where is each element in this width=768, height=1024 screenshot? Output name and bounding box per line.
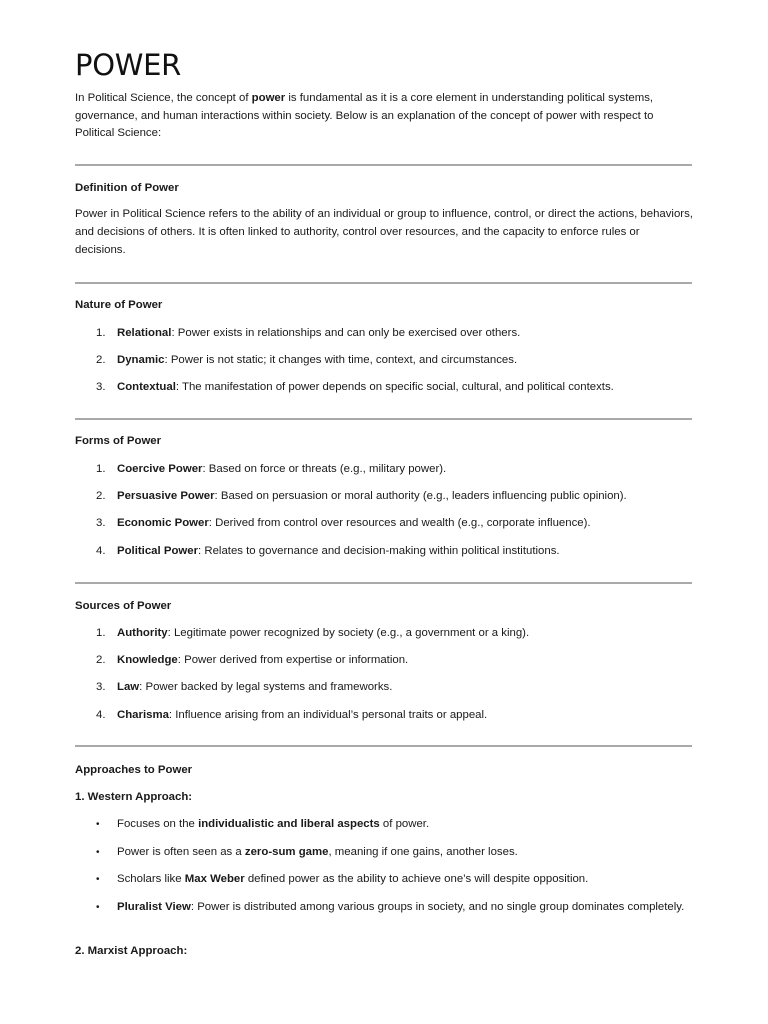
list-number: 3.	[96, 381, 106, 393]
forms-heading: Forms of Power	[75, 435, 162, 447]
bullet-text-bold: Pluralist View	[117, 901, 191, 913]
list-item	[75, 488, 693, 505]
list-item-desc: : Legitimate power recognized by society (e.g., a government or a king).	[167, 627, 530, 639]
list-item-desc: : Relates to governance and decision-making within political institutions.	[198, 545, 560, 557]
bullet-icon: •	[96, 847, 100, 858]
definition-paragraph: Power in Political Science refers to the ability of an individual or group to influence, control, or direct the actions, behaviors, and decisions of others. It is often linked to authority, control over resources, and the capacity to enforce rules or decisions.	[75, 208, 693, 256]
list-item	[75, 625, 693, 642]
list-item-desc: : Influence arising from an individual’s personal traits or appeal.	[168, 709, 488, 721]
bullet-text-bold: individualistic and liberal aspects	[198, 818, 380, 830]
list-item	[75, 325, 693, 342]
list-item-text	[117, 325, 693, 342]
list-number: 3.	[96, 681, 106, 693]
list-number: 2.	[96, 490, 106, 502]
bullet-text-before: Scholars like	[117, 873, 185, 885]
bullet-text-after: : Power is distributed among various groups in society, and no single group dominates completely.	[190, 901, 685, 913]
intro-text-after: is fundamental as it is a core element in understanding political systems, governance, and human interactions within society. Below is an explanation of the concept of power with respect to Political Science:	[75, 92, 654, 140]
list-item	[75, 461, 693, 478]
bullet-text-after: defined power as the ability to achieve one’s will despite opposition.	[244, 873, 589, 885]
bullet-text-bold: zero-sum game	[244, 846, 329, 858]
section-divider	[75, 418, 692, 420]
list-number: 4.	[96, 545, 106, 557]
list-item-term: Coercive Power	[117, 463, 203, 475]
list-item-text	[117, 543, 693, 560]
list-item-term: Law	[117, 681, 140, 693]
list-item-term: Contextual	[117, 381, 176, 393]
list-item-text	[117, 515, 693, 532]
bullet-item	[75, 844, 693, 861]
list-item-text	[117, 652, 693, 669]
bullet-text	[117, 844, 693, 861]
intro-text-before: In Political Science, the concept of	[75, 92, 252, 104]
list-item-desc: : Based on persuasion or moral authority (e.g., leaders influencing public opinion).	[214, 490, 627, 502]
intro-text-bold: power	[251, 92, 286, 104]
list-item-text	[117, 488, 693, 505]
page-title: POWER	[75, 48, 181, 82]
list-item	[75, 515, 693, 532]
bullet-text	[117, 816, 693, 833]
list-item-term: Relational	[117, 327, 172, 339]
bullet-text-bold: Max Weber	[184, 873, 245, 885]
bullet-text-after: , meaning if one gains, another loses.	[328, 846, 518, 858]
list-item-term: Political Power	[117, 545, 199, 557]
list-number: 1.	[96, 327, 106, 339]
bullet-icon: •	[96, 874, 100, 885]
list-item-text	[117, 707, 693, 724]
approaches-heading: Approaches to Power	[75, 764, 193, 776]
list-item-desc: : Based on force or threats (e.g., military power).	[202, 463, 447, 475]
list-item-desc: : Power exists in relationships and can only be exercised over others.	[171, 327, 521, 339]
nature-heading: Nature of Power	[75, 299, 163, 311]
list-item-text	[117, 679, 693, 696]
section-divider	[75, 582, 692, 584]
list-item-term: Persuasive Power	[117, 490, 215, 502]
list-item-term: Authority	[117, 627, 168, 639]
list-item-desc: : The manifestation of power depends on specific social, cultural, and political contexts.	[175, 381, 614, 393]
bullet-icon: •	[96, 819, 100, 830]
section-divider	[75, 745, 692, 747]
bullet-item	[75, 871, 693, 888]
list-item-term: Charisma	[117, 709, 169, 721]
section-divider	[75, 282, 692, 284]
list-item-text	[117, 461, 693, 478]
list-item-text	[117, 625, 693, 642]
marxist-approach-heading: 2. Marxist Approach:	[75, 945, 188, 957]
definition-heading: Definition of Power	[75, 182, 179, 194]
bullet-text	[117, 899, 693, 916]
bullet-text-before: Focuses on the	[117, 818, 199, 830]
western-approach-heading: 1. Western Approach:	[75, 791, 193, 803]
list-number: 2.	[96, 654, 106, 666]
section-divider	[75, 164, 692, 166]
bullet-text-after: of power.	[379, 818, 430, 830]
list-item-desc: : Power derived from expertise or information.	[177, 654, 409, 666]
list-item-desc: : Derived from control over resources and wealth (e.g., corporate influence).	[208, 517, 591, 529]
list-item	[75, 679, 693, 696]
list-number: 1.	[96, 463, 106, 475]
list-item	[75, 379, 693, 396]
list-item-desc: : Power is not static; it changes with time, context, and circumstances.	[164, 354, 518, 366]
bullet-item	[75, 816, 693, 833]
list-item	[75, 543, 693, 560]
list-number: 2.	[96, 354, 106, 366]
list-item	[75, 352, 693, 369]
list-item-desc: : Power backed by legal systems and frameworks.	[139, 681, 393, 693]
list-item-term: Knowledge	[117, 654, 178, 666]
intro-paragraph	[75, 90, 693, 143]
bullet-icon: •	[96, 902, 100, 913]
bullet-text	[117, 871, 693, 888]
list-number: 1.	[96, 627, 106, 639]
list-item	[75, 707, 693, 724]
bullet-item	[75, 899, 693, 916]
list-item-term: Dynamic	[117, 354, 165, 366]
list-item-text	[117, 352, 693, 369]
list-item-text	[117, 379, 693, 396]
list-item	[75, 652, 693, 669]
list-item-term: Economic Power	[117, 517, 209, 529]
list-number: 4.	[96, 709, 106, 721]
bullet-text-before: Power is often seen as a	[117, 846, 245, 858]
sources-heading: Sources of Power	[75, 600, 172, 612]
list-number: 3.	[96, 517, 106, 529]
